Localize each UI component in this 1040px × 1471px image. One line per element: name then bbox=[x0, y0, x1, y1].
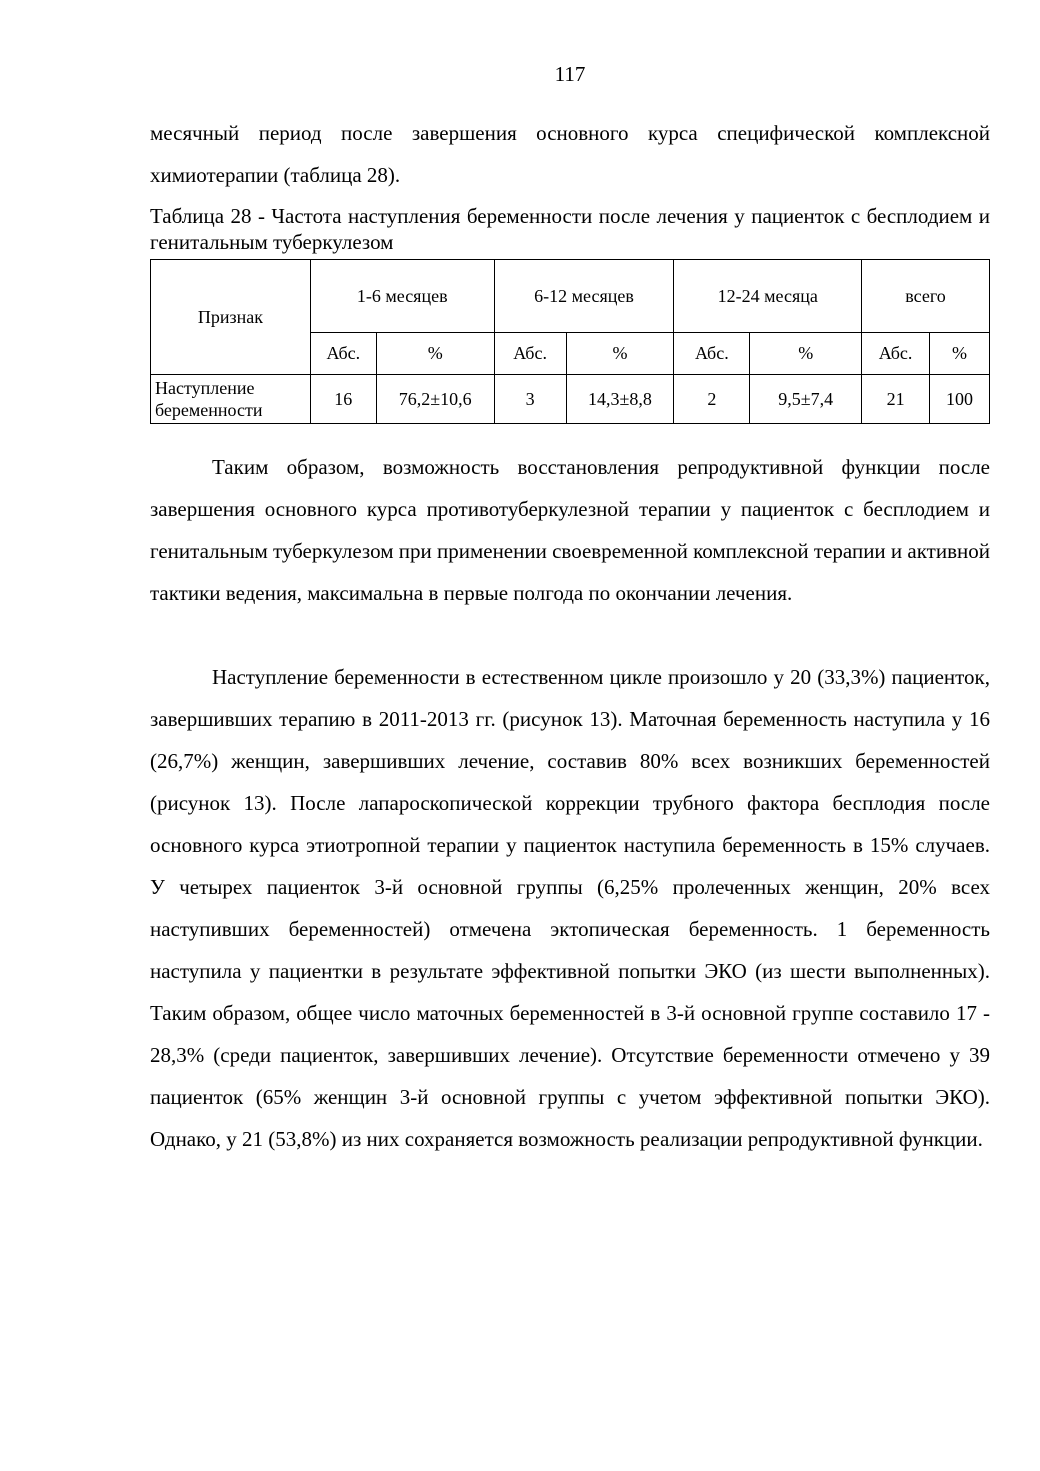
cell-pct-total: 100 bbox=[930, 375, 990, 424]
header-period-6-12: 6-12 месяцев bbox=[494, 260, 674, 333]
header-period-1-6: 1-6 месяцев bbox=[310, 260, 494, 333]
cell-abs-total: 21 bbox=[862, 375, 930, 424]
subheader-abs: Абс. bbox=[862, 333, 930, 375]
subheader-abs: Абс. bbox=[674, 333, 750, 375]
conclusion-paragraph-block bbox=[150, 446, 990, 614]
cell-pct-1-6: 76,2±10,6 bbox=[376, 375, 494, 424]
intro-paragraph-block bbox=[150, 112, 990, 196]
header-period-12-24: 12-24 месяца bbox=[674, 260, 862, 333]
subheader-pct: % bbox=[566, 333, 674, 375]
subheader-pct: % bbox=[930, 333, 990, 375]
cell-abs-1-6: 16 bbox=[310, 375, 376, 424]
conclusion-paragraph: Таким образом, возможность восстановления репродуктивной функции после завершения основного курса противотуберкулезной терапии у пациенток с бесплодием и генитальным туберкулезом при применении своевременной комплексной терапии и активной тактики ведения, максимальна в первые полгода по окончании лечения. bbox=[150, 455, 990, 605]
subheader-abs: Абс. bbox=[310, 333, 376, 375]
header-total: всего bbox=[862, 260, 990, 333]
cell-pct-6-12: 14,3±8,8 bbox=[566, 375, 674, 424]
cell-abs-12-24: 2 bbox=[674, 375, 750, 424]
table-header-row bbox=[151, 260, 990, 333]
cell-pct-12-24: 9,5±7,4 bbox=[750, 375, 862, 424]
cell-abs-6-12: 3 bbox=[494, 375, 566, 424]
intro-paragraph: месячный период после завершения основного курса специфической комплексной химиотерапии (таблица 28). bbox=[150, 121, 990, 187]
table-caption: Таблица 28 - Частота наступления беременности после лечения у пациенток с бесплодием и генитальным туберкулезом bbox=[150, 204, 990, 254]
subheader-pct: % bbox=[750, 333, 862, 375]
page-number: 117 bbox=[554, 62, 586, 86]
table-row bbox=[151, 375, 990, 424]
row-label: Наступление беременности bbox=[151, 375, 311, 424]
results-paragraph: Наступление беременности в естественном цикле произошло у 20 (33,3%) пациенток, завершивших терапию в 2011-2013 гг. (рисунок 13). Маточная беременность наступила у 16 (26,7%) женщин, завершивших лечение, составив 80% всех возникших беременностей (рисунок 13). После лапароскопической коррекции трубного фактора бесплодия после основного курса этиотропной терапии у пациенток наступила беременность в 15% случаев. У четырех пациенток 3-й основной группы (6,25% пролеченных женщин, 20% всех наступивших беременностей) отмечена эктопическая беременность. 1 беременность наступила у пациентки в результате эффективной попытки ЭКО (из шести выполненных). Таким образом, общее число маточных беременностей в 3-й основной группе составило 17 - 28,3% (среди пациенток, завершивших лечение). Отсутствие беременности отмечено у 39 пациенток (65% женщин 3-й основной группы с учетом эффективной попытки ЭКО). Однако, у 21 (53,8%) из них сохраняется возможность реализации репродуктивной функции. bbox=[150, 665, 990, 1151]
header-feature: Признак bbox=[151, 260, 311, 375]
subheader-pct: % bbox=[376, 333, 494, 375]
pregnancy-frequency-table bbox=[150, 259, 990, 424]
subheader-abs: Абс. bbox=[494, 333, 566, 375]
results-paragraph-block bbox=[150, 656, 990, 1160]
